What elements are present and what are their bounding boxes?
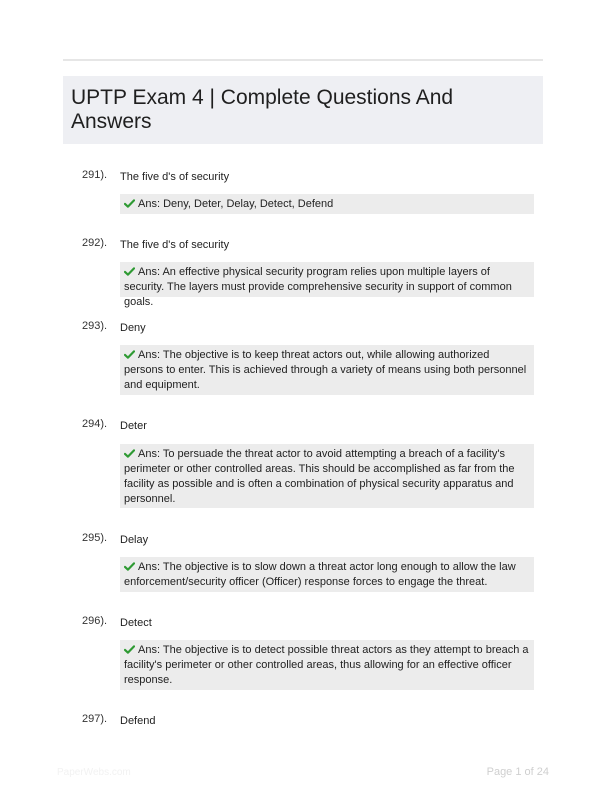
answer-box: [120, 194, 534, 214]
answer-text: Ans: The objective is to detect possible threat actors as they attempt to breach a facility's perimeter or other controlled areas, thus allowing for an effective officer response.: [124, 644, 529, 686]
question-number: 295).: [82, 532, 108, 544]
answer-box: [120, 262, 534, 308]
checkmark-icon: [124, 350, 135, 359]
page-number: Page 1 of 24: [486, 766, 549, 778]
footer-watermark: PaperWebs.com: [57, 767, 131, 778]
question-text: Delay: [120, 534, 149, 546]
question-number: 293).: [82, 320, 108, 332]
question-text: Defend: [120, 715, 156, 727]
question-number: 291).: [82, 169, 108, 181]
checkmark-icon: [124, 199, 135, 208]
answer-text: Ans: Deny, Deter, Delay, Detect, Defend: [138, 198, 334, 210]
top-divider: [63, 59, 543, 61]
answer-text: Ans: The objective is to keep threat actors out, while allowing authorized persons to enter. This is achieved through a variety of means using both personnel and equipment.: [124, 349, 527, 391]
question-text: Deter: [120, 420, 147, 432]
title-banner: [63, 76, 543, 144]
checkmark-icon: [124, 267, 135, 276]
answer-text: Ans: An effective physical security program relies upon multiple layers of security. The layers must provide comprehensive security in support of common goals.: [124, 266, 512, 308]
question-text: Detect: [120, 617, 152, 629]
checkmark-icon: [124, 562, 135, 571]
answer-text: Ans: The objective is to slow down a threat actor long enough to allow the law enforcement/security officer (Officer) response forces to engage the threat.: [124, 561, 516, 588]
question-text: The five d's of security: [120, 171, 230, 183]
answer-box: [120, 640, 534, 690]
answer-box: [120, 444, 534, 508]
question-number: 297).: [82, 713, 108, 725]
answer-box: [120, 345, 534, 395]
question-text: The five d's of security: [120, 239, 230, 251]
question-number: 292).: [82, 237, 108, 249]
question-number: 296).: [82, 615, 108, 627]
question-text: Deny: [120, 322, 146, 334]
checkmark-icon: [124, 449, 135, 458]
checkmark-icon: [124, 645, 135, 654]
document-title: UPTP Exam 4 | Complete Questions And Answers: [71, 86, 454, 133]
question-number: 294).: [82, 418, 108, 430]
answer-text: Ans: To persuade the threat actor to avoid attempting a breach of a facility's perimeter or other controlled areas. This should be accomplished as far from the facility as possible and is often a combination of physical security apparatus and personnel.: [124, 448, 515, 505]
answer-box: [120, 557, 534, 592]
